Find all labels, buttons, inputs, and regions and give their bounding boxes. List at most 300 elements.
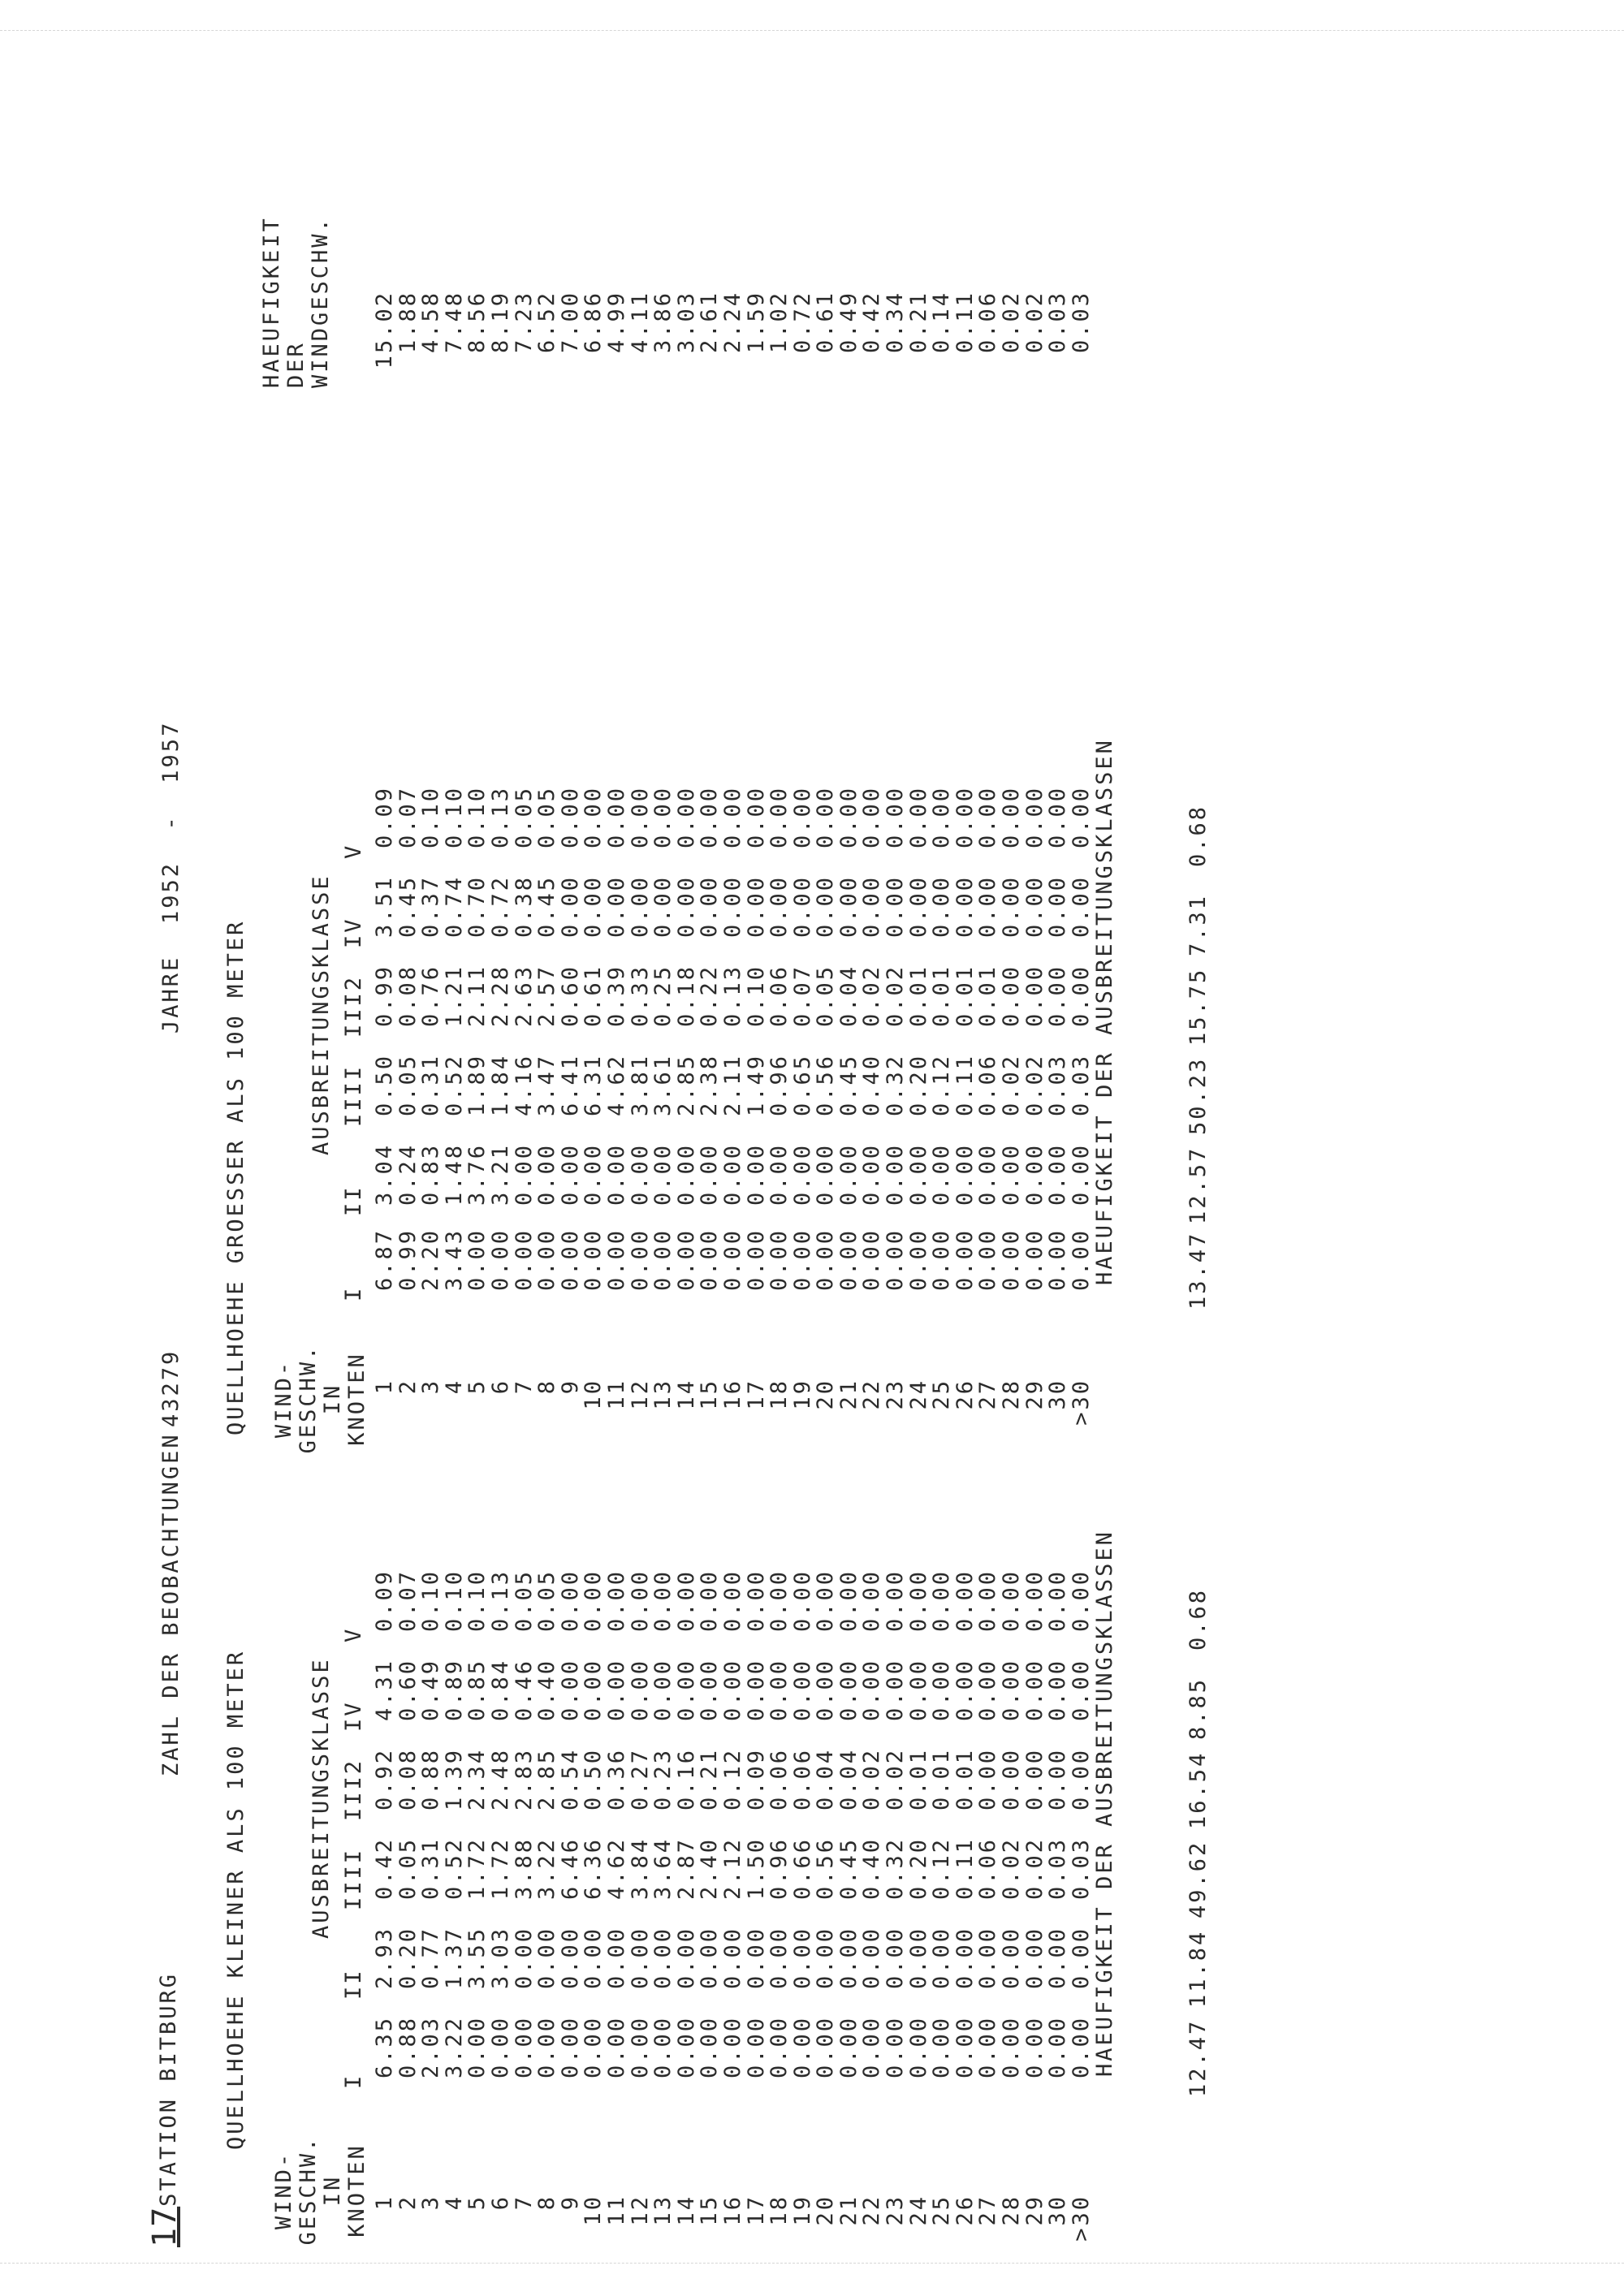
class-label-left: IV [341,1700,366,1732]
table-high-class-column-cell: 0.00 [673,875,699,939]
table-low-class-column-cell: 0.54 [557,1748,583,1811]
table-low-class-column-cell: 0.00 [1021,1927,1047,1990]
table-low-class-column-cell: 0.00 [789,1927,815,1990]
table-low-class-column-cell: 0.06 [975,1837,1001,1901]
table-high-class-column-cell: 0.00 [883,1143,909,1206]
table-high-class-column [374,1143,1093,1232]
table-high-class-column-cell: 0.05 [813,965,839,1028]
table-high-class-column-cell: 0.00 [719,875,745,939]
table-low-class-column-cell: 0.00 [650,1927,676,1990]
table-high-class-freq-label: HAEUFIGKEIT DER AUSBREITUNGSKLASSEN [1092,738,1117,1285]
table-high-class-total: 15.75 [1186,967,1211,1046]
speed-column-right-cell: 3 [418,1379,444,1395]
table-low-class-column-cell: 0.00 [743,2016,769,2079]
table-high-class-column-cell: 0.00 [813,1228,839,1292]
table-low-class-column-cell: 6.46 [557,1837,583,1901]
table-high-class-column-cell: 0.13 [719,965,745,1028]
table-high-class-column-cell: 0.18 [673,965,699,1028]
table-high-class-column-cell: 3.04 [372,1143,397,1206]
table-low-class-column-cell: 0.89 [441,1659,467,1722]
speed-column-left-cell: 9 [557,2195,583,2211]
table-high-class-column-cell: 0.00 [859,1228,885,1292]
table-high-class-column-cell: 2.28 [487,965,513,1028]
table-low-class-column-cell: 0.00 [905,1659,931,1722]
table-low-class-column-cell: 1.37 [441,1927,467,1990]
speed-column-right-cell: 7 [511,1379,537,1395]
wind-frequency-column-cell: 0.02 [999,291,1025,354]
table-high-class-column-cell: 0.00 [1068,875,1094,939]
table-high-class-column-cell: 0.10 [743,965,769,1028]
table-high-class-column-cell: 4.16 [511,1054,537,1117]
wind-frequency-column-cell: 0.03 [1068,291,1094,354]
table-low-class-column-cell: 0.00 [1021,1748,1047,1811]
table-low-class-column-cell: 0.13 [487,1569,513,1633]
table-high-class-total: 7.31 [1186,893,1211,956]
wind-frequency-column-cell: 0.72 [789,291,815,354]
speed-column-right-cell: 11 [603,1379,629,1410]
table-high-class-column-cell: 0.13 [487,786,513,849]
table-high-class-column-cell: 0.00 [1021,965,1047,1028]
table-high-class-column-cell: 0.01 [905,965,931,1028]
speed-column-left-cell: 18 [767,2195,793,2226]
table-high-class-column-cell: 0.00 [534,1228,560,1292]
table-high-class-column-cell: 0.00 [650,875,676,939]
table-high-class-column-cell: 0.00 [697,786,723,849]
table-low-class-column-cell: 3.22 [441,2016,467,2079]
table-low-class-column-cell: 6.35 [372,2016,397,2079]
speed-column-left-cell: 3 [418,2195,444,2211]
table-high-class-column-cell: 0.00 [789,1228,815,1292]
wind-frequency-column-cell: 8.56 [464,291,490,354]
table-low-class-column-cell: 0.06 [789,1748,815,1811]
table-low-class-column-cell: 0.02 [999,1837,1025,1901]
table-high-class-column-cell: 0.00 [511,1143,537,1206]
table-low-class-column [374,2016,1093,2105]
table-high-class-column-cell: 0.00 [929,786,955,849]
table-high-class-column-cell: 0.00 [603,1228,629,1292]
table-low-class-column-cell: 0.66 [789,1837,815,1901]
table-high-class-column [374,1054,1093,1143]
table-high-class-column-cell: 0.00 [905,1228,931,1292]
wind-frequency-column-cell: 7.23 [511,291,537,354]
speed-column-right-cell: 22 [859,1379,885,1410]
table-low-class-column-cell: 1.72 [487,1837,513,1901]
table-high-class-column-cell: 6.31 [581,1054,607,1117]
table-high-class-column-cell: 0.99 [372,965,397,1028]
table-high-class-column-cell: 1.84 [487,1054,513,1117]
table-low-class-column-cell: 0.85 [464,1659,490,1722]
speed-column-left-cell: 20 [813,2195,839,2226]
years-label: JAHRE [158,955,184,1034]
table-low-class-column-cell: 0.03 [1068,1837,1094,1901]
table-high-class-column-cell: 0.00 [464,1228,490,1292]
speed-column-left-cell: 15 [697,2195,723,2226]
table-high-class-column-cell: 0.00 [1045,875,1071,939]
table-low-class-column-cell: 3.22 [534,1837,560,1901]
table-high-class-column-cell: 0.00 [767,875,793,939]
speed-column-left-cell: 22 [859,2195,885,2226]
speed-column-right-cell: 23 [883,1379,909,1410]
table-high-class-total: 12.57 [1186,1146,1211,1224]
table-high-class-column-cell: 0.00 [883,786,909,849]
table-high-class-column-cell: 0.02 [859,965,885,1028]
speed-column-left [374,2195,1093,2251]
wind-frequency-column-cell: 3.86 [650,291,676,354]
table-low-class-column-cell: 4.62 [603,1837,629,1901]
table-low-class-column-cell: 0.84 [487,1659,513,1722]
title-line [146,1972,184,2247]
table-low-class-total: 0.68 [1186,1587,1211,1651]
table-high-class-column-cell: 0.00 [673,1143,699,1206]
table-low-class-column-cell: 0.32 [883,1837,909,1901]
table-low-class-column-cell: 0.00 [975,2016,1001,2079]
station-name: STATION BITBURG [156,1971,181,2207]
table-high-class-column-cell: 0.02 [883,965,909,1028]
table-high-class-total: 0.68 [1186,804,1211,867]
table-high-class-column-cell: 0.00 [767,1228,793,1292]
speed-column-right-cell: 19 [789,1379,815,1410]
speed-column-right-cell: 12 [627,1379,653,1410]
table-low-class-column-cell: 0.00 [650,1569,676,1633]
table-low-class-column-cell: 0.00 [859,2016,885,2079]
table-high-class-column-cell: 0.00 [650,1228,676,1292]
table-high-class-column-cell: 2.85 [673,1054,699,1117]
table-high-class-column-cell: 1.89 [464,1054,490,1117]
speed-column-right-cell: 21 [836,1379,862,1410]
table-high-class-column-cell: 0.03 [1068,1054,1094,1117]
table-high-class-column-cell: 0.00 [836,786,862,849]
table-low-class-column-cell: 4.31 [372,1659,397,1722]
speed-column-right-cell: 8 [534,1379,560,1395]
speed-column-left-cell: 2 [395,2195,421,2211]
table-high-class-column-cell: 0.00 [1068,1228,1094,1292]
table-high-class-column-cell: 0.00 [952,875,978,939]
table-high-class-column-cell: 0.07 [395,786,421,849]
wind-frequency-column-cell: 4.99 [603,291,629,354]
table-low-class-column-cell: 0.00 [836,1927,862,1990]
table-high-class-column-cell: 0.00 [836,1143,862,1206]
table-low-class-column-cell: 0.21 [697,1748,723,1811]
table-high-class-column-cell: 0.00 [534,1143,560,1206]
table-low-class-column-cell: 2.48 [487,1748,513,1811]
class-label-right: V [341,843,366,859]
table-high-class-column-cell: 0.45 [534,875,560,939]
table-low-class-column-cell: 0.00 [1045,1927,1071,1990]
table-low-class-column-cell: 0.27 [627,1748,653,1811]
table-high-class-column-cell: 4.62 [603,1054,629,1117]
table-low-class-column-cell: 0.00 [1021,2016,1047,2079]
speed-column-left-cell: 16 [719,2195,745,2226]
speed-column-left-cell: 30 [1045,2195,1071,2226]
table-high-class-column-cell: 0.00 [836,875,862,939]
table-high-class-column-cell: 0.38 [511,875,537,939]
table-low-class-column-cell: 0.03 [1045,1837,1071,1901]
speed-column-right-cell: 29 [1021,1379,1047,1410]
table-high-class-column-cell: 0.99 [395,1228,421,1292]
table-low-class-column-cell: 3.03 [487,1927,513,1990]
class-label-left: IIII [341,1847,366,1910]
table-high-class-column-cell: 2.63 [511,965,537,1028]
table-high-class-column-cell: 0.00 [905,786,931,849]
table-high-class-column-cell: 0.00 [627,1143,653,1206]
table-high-class-column-cell: 0.00 [1021,875,1047,939]
table-high-class-column-cell: 0.00 [557,1228,583,1292]
table-low-class-column-cell: 0.00 [1045,1748,1071,1811]
table-low-class-column-cell: 0.00 [487,2016,513,2079]
class-label-left: V [341,1626,366,1642]
table-low-class-column-cell: 0.00 [603,2016,629,2079]
table-low-class-column [374,1569,1093,1659]
table-high-class-column-cell: 0.00 [511,1228,537,1292]
table-high-class-column-cell: 0.00 [1045,1143,1071,1206]
table-low-class-column-cell: 0.00 [813,2016,839,2079]
table-low-class-column-cell: 0.11 [952,1837,978,1901]
table-high-class-column-cell: 0.00 [929,1143,955,1206]
table-low-class-column-cell: 0.56 [813,1837,839,1901]
table-high-class-column-cell: 0.00 [603,786,629,849]
speed-column-left-cell: 6 [487,2195,513,2211]
table-high-class-column-cell: 0.01 [975,965,1001,1028]
table-high-class-column-cell: 3.21 [487,1143,513,1206]
table-high-class-column-cell: 0.70 [464,875,490,939]
speed-column-left-cell: 28 [999,2195,1025,2226]
table-low-class-column-cell: 0.00 [813,1927,839,1990]
table-low-class-column-cell: 0.40 [859,1837,885,1901]
speed-column-right-cell: 2 [395,1379,421,1395]
table-low-class-column-cell: 0.46 [511,1659,537,1722]
table-low-class-column-cell: 0.00 [789,1659,815,1722]
table-low-class-column-cell: 0.00 [673,2016,699,2079]
table-low-class-column-cell: 0.00 [767,1569,793,1633]
table-high-class-column-cell: 0.00 [581,1228,607,1292]
table-low-class-column-cell: 3.84 [627,1837,653,1901]
table-low-class-column-cell: 0.00 [511,2016,537,2079]
speed-column-right-cell: 18 [767,1379,793,1410]
table-low-class-column-cell: 0.00 [883,2016,909,2079]
table-low-class-column-cell: 2.12 [719,1837,745,1901]
wind-frequency-column-cell: 2.24 [719,291,745,354]
table-high-class-column-cell: 0.00 [859,1143,885,1206]
table-high-class-column [374,965,1093,1054]
table-high-class-column-cell: 0.00 [999,875,1025,939]
table-low-class-column-cell: 3.88 [511,1837,537,1901]
table-high-class-column-cell: 0.00 [697,1228,723,1292]
table-high-class-column-cell: 0.25 [650,965,676,1028]
class-label-right: IIII [341,1064,366,1127]
table-low-class-column-cell: 0.00 [719,2016,745,2079]
table-high-class-column-cell: 0.00 [859,786,885,849]
speed-column-right-cell: 6 [487,1379,513,1395]
wind-frequency-column-cell: 4.11 [627,291,653,354]
speed-column-right-cell: 9 [557,1379,583,1395]
table-high-class-column-cell: 0.50 [372,1054,397,1117]
table-high-class-total: 13.47 [1186,1231,1211,1310]
table-low-class-column-cell: 0.50 [581,1748,607,1811]
table-low-class-column-cell: 0.00 [697,2016,723,2079]
table-low-class-column-cell: 0.00 [905,2016,931,2079]
table-low-class-column-cell: 0.10 [441,1569,467,1633]
table-high-class-column-cell: 0.40 [859,1054,885,1117]
table-low-class-column-cell: 0.00 [1045,2016,1071,2079]
table-high-class-column-cell: 0.00 [1045,786,1071,849]
class-label-right: III2 [341,974,366,1038]
speed-column-left-cell: 12 [627,2195,653,2226]
table-high-class-column-cell: 0.83 [418,1143,444,1206]
table-low-class-column-cell: 0.88 [395,2016,421,2079]
class-label-left: I [341,2073,366,2089]
table-high-class-column-cell: 0.00 [999,1228,1025,1292]
table-low-class-total: 11.84 [1186,1929,1211,2008]
wind-frequency-column-cell: 1.02 [767,291,793,354]
table-low-class-column-cell: 0.00 [557,1569,583,1633]
wind-frequency-column-cell: 8.19 [487,291,513,354]
table-high-class-column-cell: 0.06 [975,1054,1001,1117]
wind-freq-header: HAEUFIGKEIT DER WINDGESCHW. [259,216,333,388]
table-low-class-column-cell: 0.00 [905,1569,931,1633]
table-low-class-column-cell: 0.16 [673,1748,699,1811]
table-high-class-column-cell: 0.00 [581,1143,607,1206]
table-high-class-column-cell: 2.11 [464,965,490,1028]
table-low-class-column-cell: 0.04 [813,1748,839,1811]
table-low-class-column-cell: 0.40 [534,1659,560,1722]
table-low-class-column-cell: 0.00 [975,1927,1001,1990]
table-high-class-column-cell: 0.00 [975,1143,1001,1206]
speed-column-left-cell: 11 [603,2195,629,2226]
table-high-class-column-cell: 0.00 [697,875,723,939]
table-low-class-column-cell: 0.00 [650,2016,676,2079]
observations-count: 43279 [158,1349,184,1427]
table-low-class-column-cell: 0.77 [418,1927,444,1990]
table-high-class-column-cell: 0.00 [905,875,931,939]
table-high-class-column-cell: 0.00 [952,1143,978,1206]
table-low-class-column-cell: 0.00 [511,1927,537,1990]
table-high-class-column-cell: 0.02 [999,1054,1025,1117]
speed-column-left-cell: 4 [441,2195,467,2211]
table-low-class-column-cell: 0.00 [603,1659,629,1722]
table-high-class-column-cell: 0.72 [487,875,513,939]
speed-header-left: WIND- GESCHW. IN KNOTEN [271,2135,369,2246]
table-high-class-column-cell: 3.81 [627,1054,653,1117]
wind-frequency-column-cell: 0.42 [859,291,885,354]
table-high-class-column-cell: 0.96 [767,1054,793,1117]
table-low-class-column-cell: 0.09 [743,1748,769,1811]
table-low-class-column-cell: 0.92 [372,1748,397,1811]
table-high-class-column-cell: 0.10 [464,786,490,849]
table-low-class-column-cell: 0.00 [743,1569,769,1633]
table-high-class-column-cell: 0.00 [836,1228,862,1292]
table-low-class-column-cell: 0.12 [719,1748,745,1811]
table-high-class-column-cell: 1.49 [743,1054,769,1117]
table-high-class-column-cell: 0.00 [767,1143,793,1206]
table-high-class-column-cell: 3.76 [464,1143,490,1206]
table-low-class-column-cell: 0.04 [836,1748,862,1811]
table-low-class-column-cell: 0.07 [395,1569,421,1633]
speed-column-left-cell: 23 [883,2195,909,2226]
speed-column-left-cell: 1 [372,2195,397,2211]
wind-frequency-column-cell: 0.34 [883,291,909,354]
table-low-class-column-cell: 0.09 [372,1569,397,1633]
table-high-class-column-cell: 1.48 [441,1143,467,1206]
table-low-class-column-cell: 0.00 [697,1927,723,1990]
table-low-class-column-cell: 2.85 [534,1748,560,1811]
table-low-class-column-cell: 0.05 [395,1837,421,1901]
table-low-class-column-cell: 0.00 [929,2016,955,2079]
table-high-class-column-cell: 0.00 [603,875,629,939]
table-high-class-column-cell: 0.00 [743,786,769,849]
table-low-class-column-cell: 2.34 [464,1748,490,1811]
table-high-class-column-cell: 0.00 [743,875,769,939]
table-high-class-column-cell: 0.45 [836,1054,862,1117]
wind-frequency-column-cell: 0.49 [836,291,862,354]
table-low-class-column-cell: 0.00 [743,1659,769,1722]
class-group-label-left: AUSBREITUNGSKLASSE [309,1657,334,1939]
table-low-class-column-cell: 0.00 [557,2016,583,2079]
table-high-class-column-cell: 0.00 [929,1228,955,1292]
table-high-class-column-cell: 0.00 [650,1143,676,1206]
table-low-class-column-cell: 0.00 [673,1927,699,1990]
speed-column-right-cell: 24 [905,1379,931,1410]
table-low-class-column-cell: 0.00 [929,1927,955,1990]
table-low-class-column-cell: 0.00 [1068,1927,1094,1990]
table-high-class-column-cell: 0.00 [1021,1228,1047,1292]
table-high-class-column-cell: 0.00 [905,1143,931,1206]
class-label-right: II [341,1185,366,1216]
table-low-class-column-cell: 0.00 [1045,1569,1071,1633]
table-high-class-column-cell: 0.76 [418,965,444,1028]
class-group-label-right: AUSBREITUNGSKLASSE [309,874,334,1155]
table-high-class-column-cell: 0.00 [975,786,1001,849]
wind-frequency-column-cell: 6.86 [581,291,607,354]
table-high-class-column-cell: 0.00 [627,786,653,849]
speed-column-right-cell: 17 [743,1379,769,1410]
table-high-class-column-cell: 0.00 [697,1143,723,1206]
table-high-class-column-cell: 6.41 [557,1054,583,1117]
table-low-class-column-cell: 0.00 [789,2016,815,2079]
table-low-class-column [374,1927,1093,2016]
table-high-class-column-cell: 3.43 [441,1228,467,1292]
table-high-class-column-cell: 2.38 [697,1054,723,1117]
table-low-class-column-cell: 0.00 [557,1659,583,1722]
speed-column-left-cell: 26 [952,2195,978,2226]
table-high-class-column [374,786,1093,875]
speed-column-left-cell: 21 [836,2195,862,2226]
table-low-class-column-cell: 3.55 [464,1927,490,1990]
table-low-class-column-cell: 0.88 [418,1748,444,1811]
speed-column-right-cell: 16 [719,1379,745,1410]
table-low-class-column-cell: 0.00 [673,1569,699,1633]
table-low-class-column-cell: 0.10 [464,1569,490,1633]
table-low-class-column-cell: 0.00 [859,1659,885,1722]
table-low-class-column-cell: 0.00 [603,1927,629,1990]
table-high-class-column-cell: 0.00 [627,1228,653,1292]
table-high-class-column-cell: 0.00 [975,1228,1001,1292]
table-low-class-column-cell: 0.00 [1068,1569,1094,1633]
table-high-class-column-cell: 2.11 [719,1054,745,1117]
table-high-class-column-cell: 0.00 [975,875,1001,939]
table-low-class-column-cell: 0.00 [952,1927,978,1990]
table-low-class-column-cell: 0.00 [719,1569,745,1633]
table-low-class-column-cell: 0.00 [789,1569,815,1633]
table-high-class-column-cell: 0.00 [813,786,839,849]
table-low-class-column-cell: 0.00 [650,1659,676,1722]
table-high-class-column-cell: 0.65 [789,1054,815,1117]
scan-edge-line [0,30,1624,31]
table-low-class-column-cell: 0.01 [929,1748,955,1811]
table-high-class-column-cell: 0.03 [1045,1054,1071,1117]
table-high-class-column-cell: 0.00 [767,786,793,849]
speed-column-right-cell: 1 [372,1379,397,1395]
speed-column-left-cell: 25 [929,2195,955,2226]
